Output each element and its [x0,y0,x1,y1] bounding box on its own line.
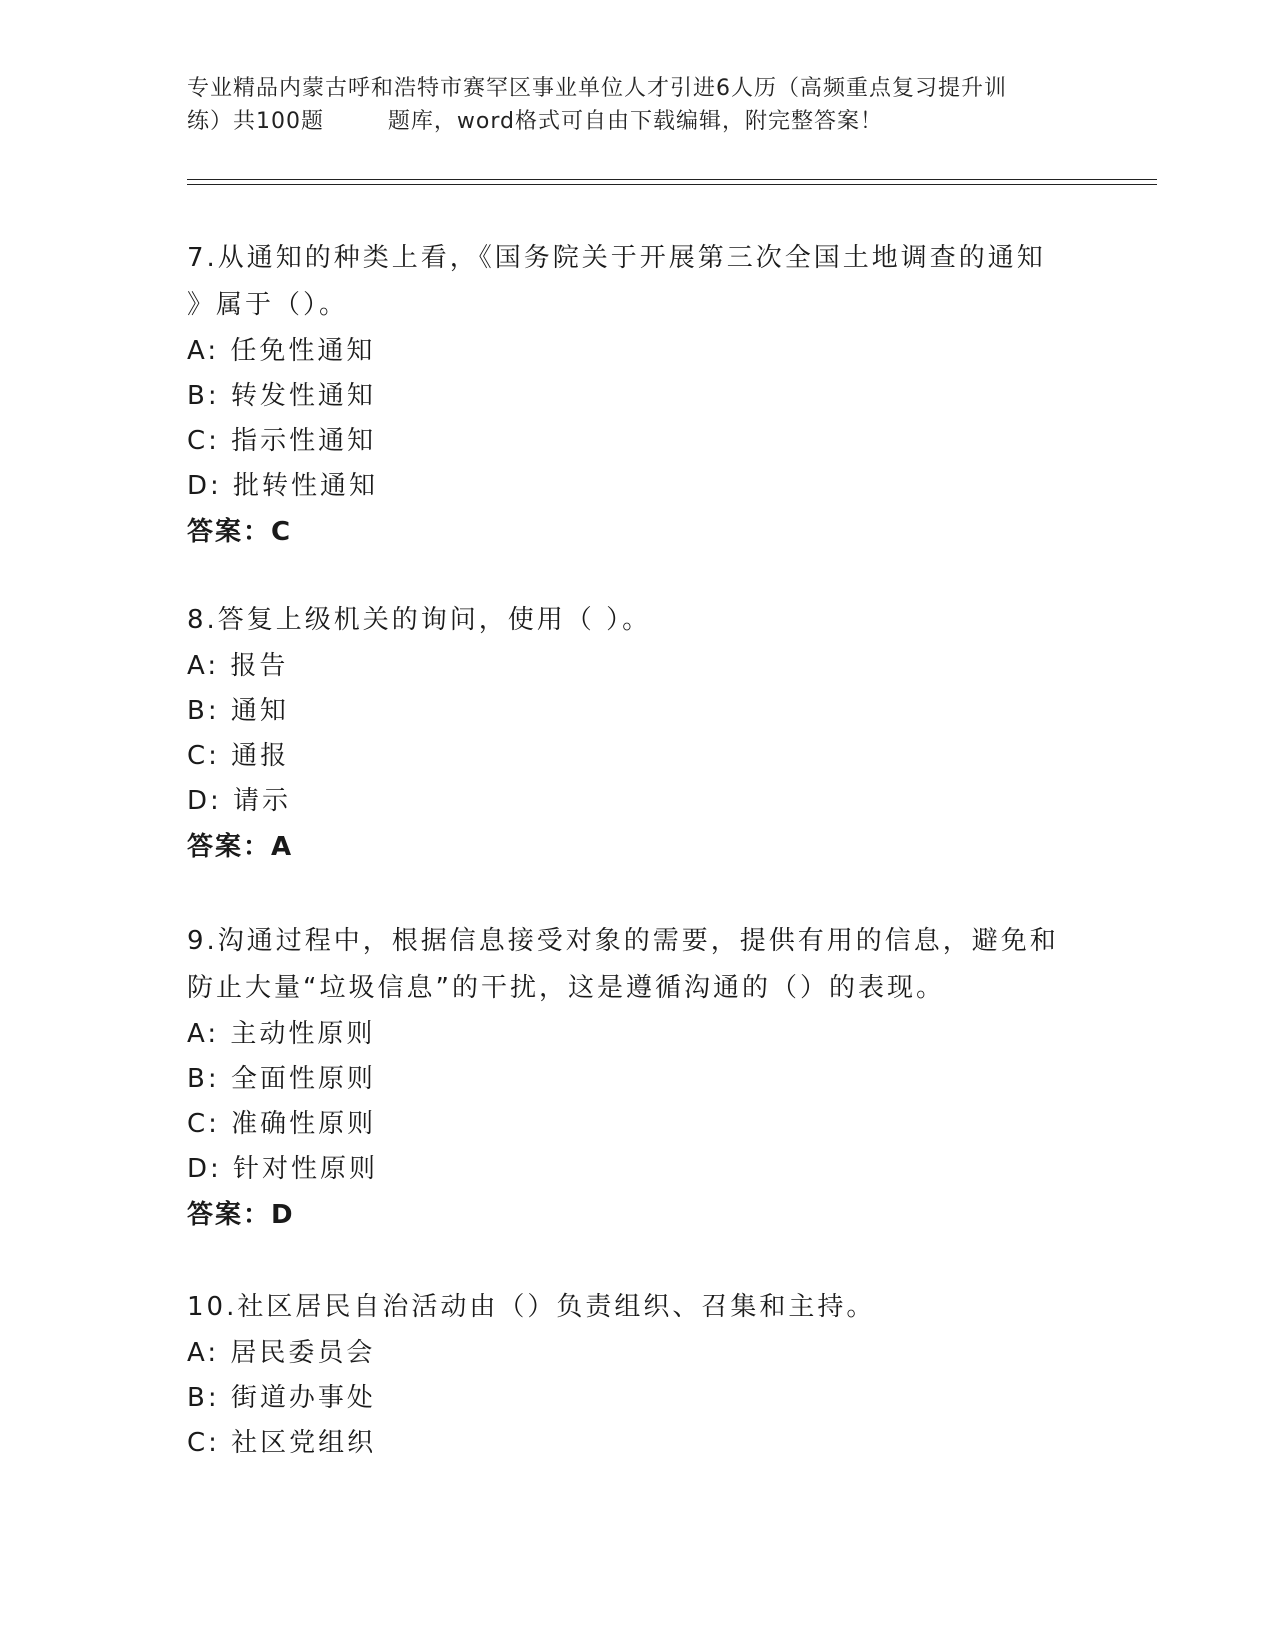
question-stem-line: 7.从通知的种类上看，《国务院关于开展第三次全国土地调查的通知 [187,243,1046,273]
header-divider-top [187,179,1157,180]
question-9 [187,918,1087,1238]
question-stem-line: 10.社区居民自治活动由（）负责组织、召集和主持。 [187,1292,876,1322]
answer: 答案：D [187,1200,295,1230]
option-d: D: 批转性通知 [187,471,379,501]
option-c: C: 通报 [187,741,290,771]
option-a: A: 任免性通知 [187,336,376,366]
header-divider-bottom [187,184,1157,185]
question-stem-line: 防止大量“垃圾信息”的干扰，这是遵循沟通的（）的表现。 [187,973,945,1003]
option-b: B: 转发性通知 [187,381,376,411]
option-b: B: 全面性原则 [187,1064,376,1094]
option-b: B: 通知 [187,696,289,726]
question-stem-line: 8.答复上级机关的询问，使用（ ）。 [187,605,652,635]
answer: 答案：A [187,832,294,862]
header-line-2: 练）共100题 题库，word格式可自由下载编辑，附完整答案！ [187,109,884,134]
option-c: C: 指示性通知 [187,426,377,456]
question-stem-line: 》属于（）。 [187,290,349,320]
question-7 [187,235,1087,555]
question-10 [187,1284,1087,1466]
option-d: D: 针对性原则 [187,1154,379,1184]
option-d: D: 请示 [187,786,292,816]
option-c: C: 社区党组织 [187,1428,377,1458]
option-a: A: 主动性原则 [187,1019,376,1049]
question-8 [187,597,1087,870]
document-header [187,72,1087,138]
answer: 答案：C [187,517,293,547]
option-a: A: 居民委员会 [187,1338,376,1368]
option-c: C: 准确性原则 [187,1109,377,1139]
question-stem-line: 9.沟通过程中，根据信息接受对象的需要，提供有用的信息，避免和 [187,926,1059,956]
option-a: A: 报告 [187,651,289,681]
option-b: B: 街道办事处 [187,1383,376,1413]
header-line-1: 专业精品内蒙古呼和浩特市赛罕区事业单位人才引进6人历（高频重点复习提升训 [187,76,1007,101]
